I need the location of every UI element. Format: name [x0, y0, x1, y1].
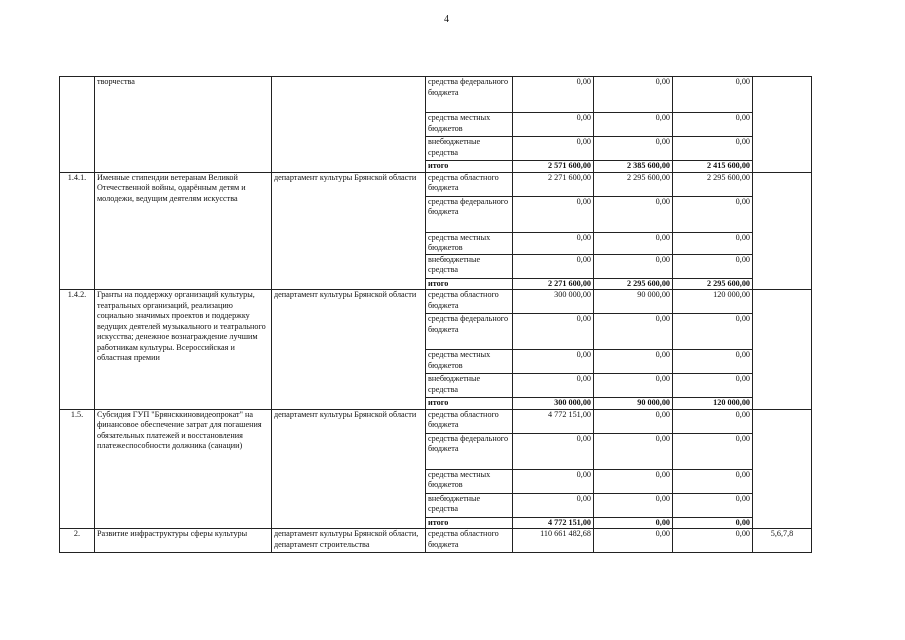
item-reference — [753, 290, 812, 410]
item-number — [60, 77, 95, 173]
item-name: Гранты на поддержку организаций культуры, театральных организаций, реализацию социально значимых проектов и поддержку ведущих деятелей музыкального и театрального искусства; денежное вознаграждение лучшим работникам культуры. Всероссийская и областная премии — [95, 290, 272, 410]
item-name: творчества — [95, 77, 272, 173]
amount-year-1: 0,00 — [513, 254, 594, 278]
amount-year-1: 0,00 — [513, 113, 594, 137]
amount-year-2: 0,00 — [594, 113, 673, 137]
amount-year-2: 0,00 — [594, 374, 673, 398]
amount-year-2: 2 295 600,00 — [594, 278, 673, 290]
funding-source: средства федерального бюджета — [426, 196, 513, 232]
funding-source: средства местных бюджетов — [426, 350, 513, 374]
amount-year-2: 0,00 — [594, 314, 673, 350]
amount-year-3: 0,00 — [673, 374, 753, 398]
amount-year-2: 0,00 — [594, 254, 673, 278]
item-reference: 5,6,7,8 — [753, 529, 812, 553]
amount-year-1: 0,00 — [513, 493, 594, 517]
amount-year-1: 0,00 — [513, 232, 594, 254]
amount-year-3: 120 000,00 — [673, 398, 753, 410]
funding-source: средства местных бюджетов — [426, 232, 513, 254]
funding-source: итого — [426, 517, 513, 529]
amount-year-2: 0,00 — [594, 196, 673, 232]
amount-year-3: 0,00 — [673, 254, 753, 278]
funding-source: итого — [426, 278, 513, 290]
amount-year-3: 0,00 — [673, 433, 753, 469]
item-executor — [272, 77, 426, 173]
item-number: 1.5. — [60, 409, 95, 529]
amount-year-1: 0,00 — [513, 350, 594, 374]
amount-year-3: 0,00 — [673, 517, 753, 529]
amount-year-2: 0,00 — [594, 433, 673, 469]
amount-year-3: 0,00 — [673, 113, 753, 137]
item-name: Развитие инфраструктуры сферы культуры — [95, 529, 272, 553]
amount-year-1: 0,00 — [513, 137, 594, 161]
amount-year-2: 2 295 600,00 — [594, 172, 673, 196]
amount-year-1: 0,00 — [513, 433, 594, 469]
amount-year-3: 2 295 600,00 — [673, 172, 753, 196]
amount-year-1: 0,00 — [513, 314, 594, 350]
amount-year-3: 0,00 — [673, 469, 753, 493]
amount-year-1: 2 271 600,00 — [513, 278, 594, 290]
amount-year-3: 0,00 — [673, 493, 753, 517]
amount-year-2: 0,00 — [594, 232, 673, 254]
budget-table — [59, 76, 812, 553]
amount-year-1: 4 772 151,00 — [513, 409, 594, 433]
amount-year-3: 0,00 — [673, 350, 753, 374]
amount-year-1: 0,00 — [513, 77, 594, 113]
amount-year-3: 0,00 — [673, 232, 753, 254]
funding-source: итого — [426, 398, 513, 410]
amount-year-2: 0,00 — [594, 517, 673, 529]
amount-year-2: 0,00 — [594, 137, 673, 161]
item-name: Субсидия ГУП "Брянсккиновидеопрокат" на финансовое обеспечение затрат для погашения обязательных платежей и восстановления платежеспособности должника (санации) — [95, 409, 272, 529]
amount-year-1: 4 772 151,00 — [513, 517, 594, 529]
amount-year-1: 2 571 600,00 — [513, 161, 594, 173]
funding-source: средства областного бюджета — [426, 172, 513, 196]
amount-year-3: 0,00 — [673, 409, 753, 433]
amount-year-1: 0,00 — [513, 469, 594, 493]
table-row — [60, 77, 812, 113]
item-reference — [753, 77, 812, 173]
amount-year-3: 120 000,00 — [673, 290, 753, 314]
amount-year-2: 0,00 — [594, 529, 673, 553]
item-reference — [753, 172, 812, 290]
item-executor: департамент культуры Брянской области — [272, 409, 426, 529]
funding-source: средства местных бюджетов — [426, 113, 513, 137]
funding-source: средства федерального бюджета — [426, 314, 513, 350]
amount-year-2: 0,00 — [594, 409, 673, 433]
amount-year-3: 0,00 — [673, 137, 753, 161]
item-number: 1.4.1. — [60, 172, 95, 290]
table-row — [60, 172, 812, 196]
amount-year-3: 0,00 — [673, 196, 753, 232]
item-executor: департамент культуры Брянской области — [272, 172, 426, 290]
amount-year-1: 300 000,00 — [513, 398, 594, 410]
item-number: 2. — [60, 529, 95, 553]
amount-year-3: 2 295 600,00 — [673, 278, 753, 290]
amount-year-3: 0,00 — [673, 529, 753, 553]
amount-year-2: 0,00 — [594, 77, 673, 113]
amount-year-2: 90 000,00 — [594, 290, 673, 314]
item-executor: департамент культуры Брянской области — [272, 290, 426, 410]
item-name: Именные стипендии ветеранам Великой Отечественной войны, одарённым детям и молодежи, ведущим деятелям искусства — [95, 172, 272, 290]
amount-year-1: 300 000,00 — [513, 290, 594, 314]
funding-source: средства областного бюджета — [426, 409, 513, 433]
amount-year-3: 0,00 — [673, 77, 753, 113]
amount-year-1: 0,00 — [513, 374, 594, 398]
amount-year-2: 0,00 — [594, 350, 673, 374]
item-number: 1.4.2. — [60, 290, 95, 410]
funding-source: внебюджетные средства — [426, 374, 513, 398]
table-row — [60, 290, 812, 314]
amount-year-3: 2 415 600,00 — [673, 161, 753, 173]
table-body — [60, 77, 812, 553]
funding-source: средства федерального бюджета — [426, 77, 513, 113]
item-reference — [753, 409, 812, 529]
funding-source: средства федерального бюджета — [426, 433, 513, 469]
item-executor: департамент культуры Брянской области, департамент строительства — [272, 529, 426, 553]
funding-source: внебюджетные средства — [426, 493, 513, 517]
amount-year-1: 0,00 — [513, 196, 594, 232]
funding-source: средства местных бюджетов — [426, 469, 513, 493]
table-row — [60, 529, 812, 553]
page-number: 4 — [444, 14, 449, 25]
funding-source: внебюджетные средства — [426, 137, 513, 161]
funding-source: итого — [426, 161, 513, 173]
amount-year-2: 0,00 — [594, 493, 673, 517]
amount-year-2: 90 000,00 — [594, 398, 673, 410]
amount-year-3: 0,00 — [673, 314, 753, 350]
funding-source: средства областного бюджета — [426, 529, 513, 553]
funding-source: внебюджетные средства — [426, 254, 513, 278]
table-row — [60, 409, 812, 433]
funding-source: средства областного бюджета — [426, 290, 513, 314]
amount-year-2: 0,00 — [594, 469, 673, 493]
amount-year-2: 2 385 600,00 — [594, 161, 673, 173]
amount-year-1: 110 661 482,68 — [513, 529, 594, 553]
amount-year-1: 2 271 600,00 — [513, 172, 594, 196]
